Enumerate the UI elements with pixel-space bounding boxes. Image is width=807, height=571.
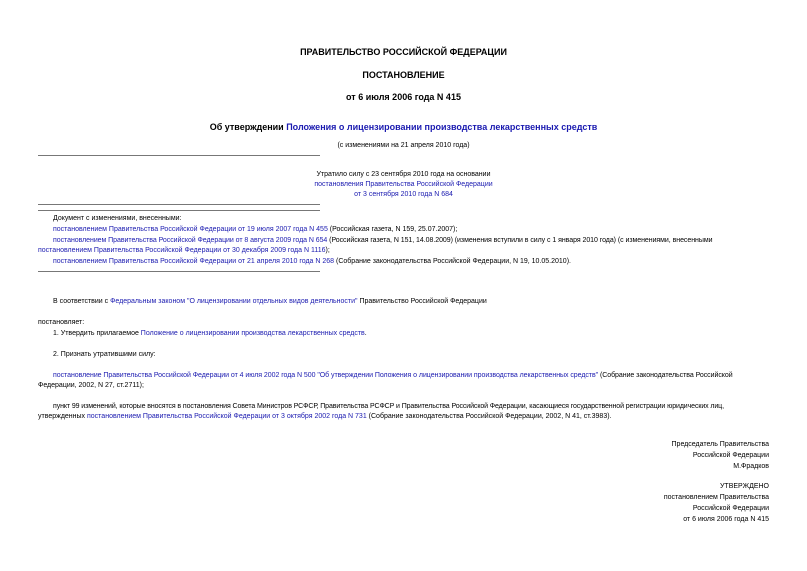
- divider: [38, 271, 320, 272]
- approved-by: постановлением Правительства: [663, 494, 769, 501]
- document-subject: [0, 122, 807, 132]
- document-date-number: от 6 июля 2006 года N 415: [346, 92, 461, 102]
- repealed-link-731[interactable]: постановлением Правительства Российской Федерации от 3 октября 2002 года N 731: [87, 413, 367, 420]
- repeal-line: Утратило силу с 23 сентября 2010 года на основании: [316, 171, 491, 178]
- signature-name: М.Фрадков: [733, 463, 769, 470]
- change-item: [53, 257, 571, 267]
- divider: [38, 155, 320, 156]
- decides-label: постановляет:: [38, 319, 85, 326]
- change-link-268[interactable]: постановлением Правительства Российской Федерации от 21 апреля 2010 года N 268: [53, 258, 335, 265]
- clause-text: .: [364, 330, 367, 337]
- change-item-text: (Российская газета, N 159, 25.07.2007);: [327, 226, 458, 233]
- repeal-link-decree[interactable]: постановления Правительства Российской Федерации: [314, 181, 493, 188]
- divider: [38, 204, 320, 205]
- subject-link[interactable]: Положения о лицензировании производства лекарственных средств: [286, 122, 598, 132]
- change-link-654[interactable]: постановлением Правительства Российской Федерации от 8 августа 2009 года N 654: [53, 237, 328, 244]
- changes-intro: Документ с изменениями, внесенными:: [53, 215, 182, 222]
- approved-date: от 6 июля 2006 года N 415: [683, 516, 769, 523]
- change-item-text: (Российская газета, N 151, 14.08.2009) (изменения вступили в силу с 1 января 2010 года) (с изменениями, внесенными: [327, 237, 713, 244]
- repealed-item-continuation: Федерации, 2002, N 27, ст.2711);: [38, 382, 144, 389]
- amendments-note: (с изменениями на 21 апреля 2010 года): [337, 142, 470, 149]
- signature-title: Председатель Правительства: [671, 441, 769, 448]
- document-type: ПОСТАНОВЛЕНИЕ: [362, 70, 445, 80]
- repealed-link-500[interactable]: постановление Правительства Российской Федерации от 4 июля 2002 года N 500 "Об утверждении Положения о лицензировании производства лекарственных средств": [53, 372, 599, 379]
- repeal-link-date[interactable]: от 3 сентября 2010 года N 684: [354, 191, 453, 198]
- regulation-link[interactable]: Положение о лицензировании производства лекарственных средств: [140, 330, 365, 337]
- change-item-text: );: [325, 247, 330, 254]
- preamble-text: Правительство Российской Федерации: [357, 298, 487, 305]
- change-item-continuation: [38, 246, 330, 256]
- clause-text: 1. Утвердить прилагаемое: [53, 330, 141, 337]
- clause-1: [53, 329, 367, 339]
- repealed-text: (Собрание законодательства Российской: [598, 372, 733, 379]
- repeal-link-row: [0, 180, 807, 190]
- repealed-text: (Собрание законодательства Российской Федерации, 2002, N 41, ст.3983).: [366, 413, 612, 420]
- change-link-455[interactable]: постановлением Правительства Российской Федерации от 19 июля 2007 года N 455: [53, 226, 328, 233]
- repealed-item: [53, 371, 733, 381]
- change-item: [53, 236, 712, 246]
- approved-label: УТВЕРЖДЕНО: [719, 483, 769, 490]
- issuing-authority: ПРАВИТЕЛЬСТВО РОССИЙСКОЙ ФЕДЕРАЦИИ: [300, 47, 507, 57]
- preamble-text: В соответствии с: [53, 298, 111, 305]
- subject-prefix: Об утверждении: [209, 122, 287, 132]
- repealed-item-continuation: [38, 412, 612, 422]
- preamble: [53, 297, 487, 307]
- repealed-text: утвержденных: [38, 413, 87, 420]
- repealed-item: пункт 99 изменений, которые вносятся в постановления Совета Министров РСФСР, Правительства РСФСР и Правительства Российской Федерации, касающиеся государственной регистрации юридических лиц,: [53, 403, 724, 410]
- change-item-text: (Собрание законодательства Российской Федерации, N 19, 10.05.2010).: [334, 258, 571, 265]
- divider: [38, 210, 320, 211]
- clause-2: 2. Признать утратившими силу:: [53, 351, 156, 358]
- approved-country: Российской Федерации: [692, 505, 769, 512]
- repeal-link-date-row: [0, 190, 807, 200]
- change-item: [53, 225, 457, 235]
- signature-country: Российской Федерации: [692, 452, 769, 459]
- federal-law-link[interactable]: Федеральным законом "О лицензировании отдельных видов деятельности": [110, 298, 358, 305]
- change-link-1116[interactable]: постановлением Правительства Российской Федерации от 30 декабря 2009 года N 1116: [38, 247, 326, 254]
